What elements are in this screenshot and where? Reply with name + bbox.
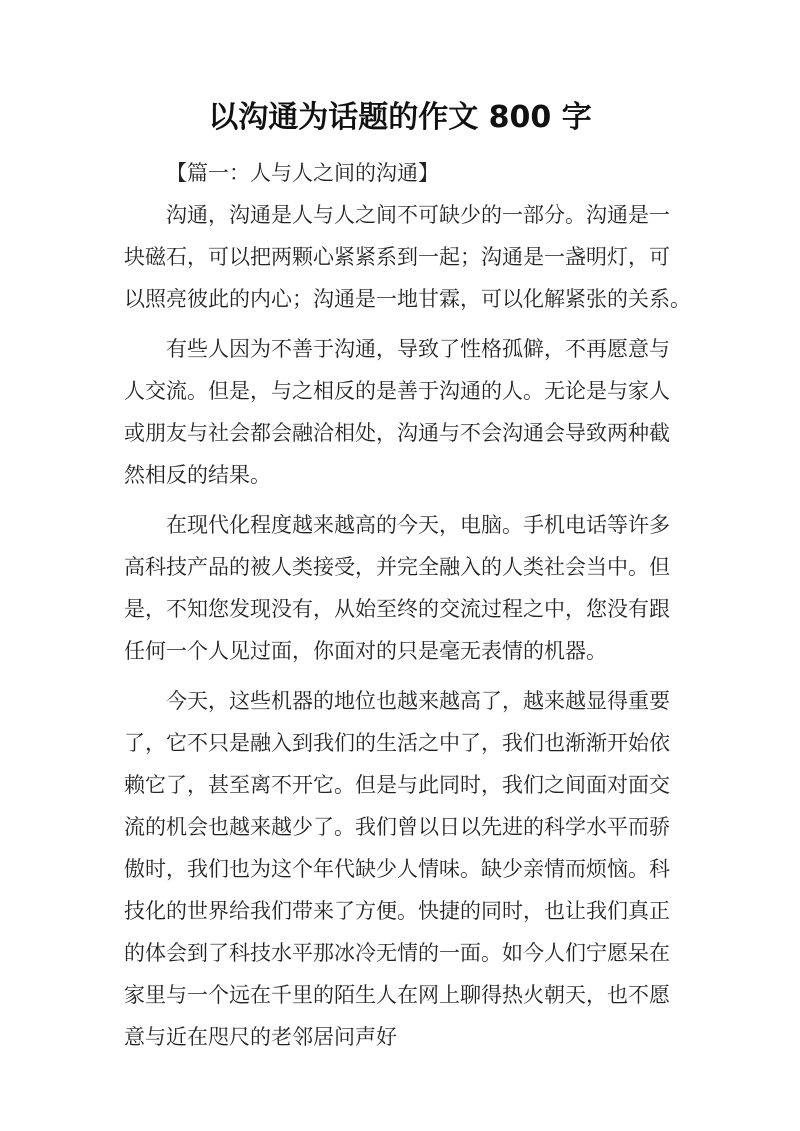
paragraph-line: 块磁石，可以把两颗心紧紧系到一起；沟通是一盏明灯，可: [124, 245, 670, 269]
document-title: 以沟通为话题的作文 800 字: [208, 100, 592, 135]
paragraph-line: 今天，这些机器的地位也越来越高了，越来越显得重要: [166, 689, 670, 713]
paragraph-line: 有些人因为不善于沟通，导致了性格孤僻，不再愿意与: [166, 337, 670, 361]
paragraph-line: 任何一个人见过面，你面对的只是毫无表情的机器。: [124, 639, 607, 663]
document-body: [124, 152, 691, 1066]
paragraph-line: 沟通，沟通是人与人之间不可缺少的一部分。沟通是一: [166, 203, 670, 227]
paragraph-line: 人交流。但是，与之相反的是善于沟通的人。无论是与家人: [124, 379, 670, 403]
paragraph-line: 家里与一个远在千里的陌生人在网上聊得热火朝天，也不愿: [124, 983, 670, 1007]
paragraph-line: 高科技产品的被人类接受，并完全融入的人类社会当中。但: [124, 555, 670, 579]
paragraph-line: 的体会到了科技水平那冰冷无情的一面。如今人们宁愿呆在: [124, 941, 670, 965]
paragraph: [124, 328, 684, 496]
paragraph-line: 技化的世界给我们带来了方便。快捷的同时，也让我们真正: [124, 899, 670, 923]
paragraph: [124, 194, 691, 320]
paragraph-line: 是，不知您发现没有，从始至终的交流过程之中，您没有跟: [124, 597, 670, 621]
section-heading: 【篇一：人与人之间的沟通】: [166, 161, 439, 185]
paragraph-line: 然相反的结果。: [124, 463, 271, 487]
paragraph: [124, 680, 684, 1058]
paragraph-line: 傲时，我们也为这个年代缺少人情味。缺少亲情而烦恼。科: [124, 857, 670, 881]
paragraph-line: 在现代化程度越来越高的今天，电脑。手机电话等许多: [166, 513, 670, 537]
paragraph-line: 或朋友与社会都会融洽相处，沟通与不会沟通会导致两种截: [124, 421, 670, 445]
paragraph-line: 了，它不只是融入到我们的生活之中了，我们也渐渐开始依: [124, 731, 670, 755]
paragraph-line: 意与近在咫尺的老邻居问声好: [124, 1025, 397, 1049]
paragraph: [124, 504, 684, 672]
paragraph-line: 流的机会也越来越少了。我们曾以日以先进的科学水平而骄: [124, 815, 670, 839]
paragraph-line: 以照亮彼此的内心；沟通是一地甘霖，可以化解紧张的关系。: [124, 287, 691, 311]
paragraph-line: 赖它了，甚至离不开它。但是与此同时，我们之间面对面交: [124, 773, 670, 797]
